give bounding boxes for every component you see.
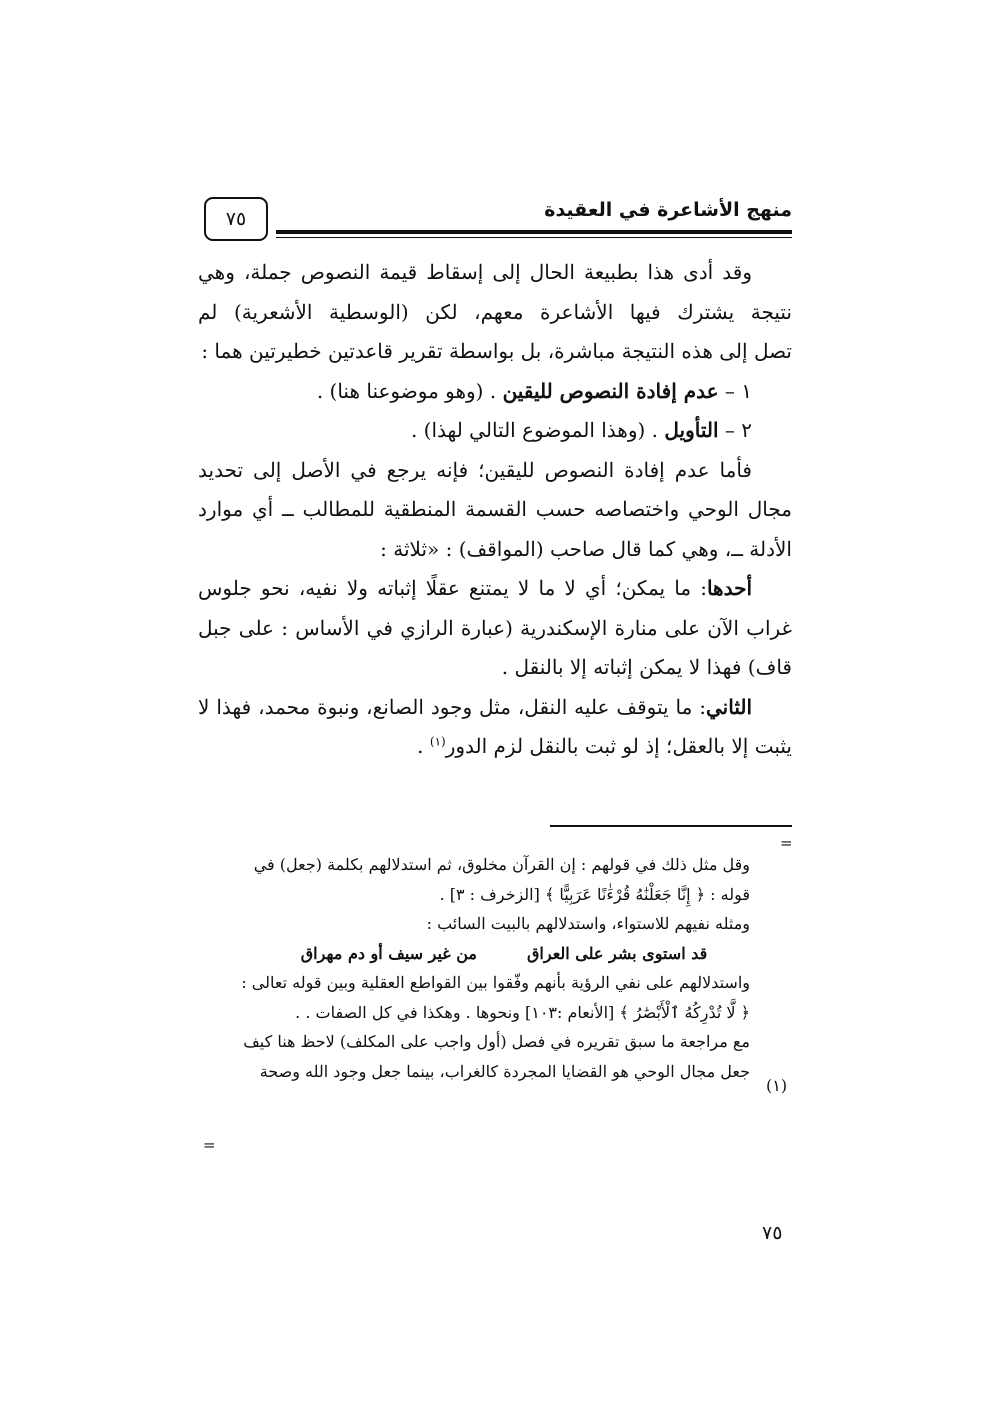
footnote-line: ﴿ لَّا تُدْرِكُهُ ٱلْأَبْصَٰرُ ﴾ [الأنعام :١٠٣] ونحوها . وهكذا في كل الصفات . .: [295, 1002, 750, 1022]
text-line: الأدلة ــ، وهي كما قال صاحب (المواقف) : «ثلاثة :: [380, 536, 792, 561]
text-line: وهي نتيجة يشترك فيها الأشاعرة معهم، لكن (الوسطية الأشعرية) لم: [198, 260, 792, 324]
footnote-separator: [550, 825, 792, 827]
continuation-mark: =: [780, 834, 793, 852]
text-line: جلوس غراب الآن على منارة الإسكندرية (عبارة الرازي في الأساس :: [198, 576, 792, 640]
footnotes: [198, 850, 750, 1086]
footnote-line: وقل مثل ذلك في قولهم : إن القرآن مخلوق، ثم استدلالهم بكلمة (جعل) في: [253, 855, 750, 874]
paragraph-1: [198, 253, 792, 372]
footnote-line: جعل مجال الوحي هو القضايا المجردة كالغراب، بينما جعل وجود الله وصحة: [259, 1061, 750, 1081]
poem-hemistich-right: قد استوى بشر على العراق: [527, 943, 708, 963]
paragraph-2: [198, 451, 792, 570]
main-text: [198, 253, 792, 767]
poem-verse: [198, 939, 750, 969]
header-rule-thin: [276, 237, 792, 238]
list-text: . (وهو موضوعنا هنا) .: [316, 378, 497, 403]
header-rule-thick: [276, 230, 792, 234]
text-line: : ما يمكن؛ أي لا ما لا يمتنع عقلًا إثباته ولا نفيه، نحو: [260, 576, 707, 600]
list-number: ٢ –: [724, 418, 752, 442]
list-text: . (وهذا الموضوع التالي لهذا) .: [410, 418, 659, 442]
text-line: مجال الوحي واختصاصه حسب القسمة المنطقية للمطالب ــ أي موارد: [198, 497, 792, 521]
footnote-line: واستدلالهم على نفي الرؤية بأنهم وفّقوا بين القواطع العقلية وبين قوله تعالى :: [241, 973, 750, 992]
list-number: ١ –: [724, 378, 752, 403]
bold-term: أحدها: [706, 576, 753, 600]
text-line: فأما عدم إفادة النصوص لليقين؛ فإنه يرجع في الأصل إلى تحديد: [198, 457, 752, 482]
text-line: وقد أدى هذا بطبيعة الحال إلى إسقاط قيمة النصوص جملة،: [243, 260, 752, 284]
bold-term: الثاني: [706, 694, 753, 719]
poem-hemistich-left: من غير سيف أو دم مهراق: [300, 943, 477, 963]
text-line: .: [417, 734, 424, 758]
list-item-2: [198, 411, 792, 451]
footer-page-number: ٧٥: [762, 1222, 783, 1244]
paragraph-3: [198, 569, 792, 688]
text-line: على جبل قاف) فهذا لا يمكن إثباته إلا بالنقل .: [198, 615, 792, 679]
text-line: : ما يتوقف عليه النقل، مثل وجود الصانع، ونبوة محمد،: [258, 694, 706, 719]
text-line: تصل إلى هذه النتيجة مباشرة، بل بواسطة تقرير قاعدتين خطيرتين هما :: [201, 339, 792, 363]
footnote-line: قوله : ﴿ إِنَّا جَعَلْنَٰهُ قُرْءَٰنًا عَرَبِيًّا ﴾ [الزخرف : ٣] .: [439, 884, 750, 904]
header-page-number: ٧٥: [204, 197, 268, 241]
book-title: منهج الأشاعرة في العقيدة: [544, 199, 792, 221]
list-item-1: [198, 372, 792, 412]
footnote-ref[interactable]: (١): [429, 734, 446, 749]
continuation-mark: =: [203, 1136, 216, 1154]
footnote-line: ومثله نفيهم للاستواء، واستدلالهم بالبيت السائب :: [426, 914, 750, 933]
text-line: فهذا لا يثبت إلا بالعقل؛ إذ لو ثبت بالنقل لزم الدور: [198, 694, 792, 758]
paragraph-4: [198, 688, 792, 767]
list-term: عدم إفادة النصوص لليقين: [502, 378, 719, 403]
footnote-number: (١): [766, 1076, 788, 1095]
footnote-line: مع مراجعة ما سبق تقريره في فصل (أول واجب على المكلف) لاحظ هنا كيف: [243, 1032, 750, 1051]
list-term: التأويل: [664, 418, 719, 442]
